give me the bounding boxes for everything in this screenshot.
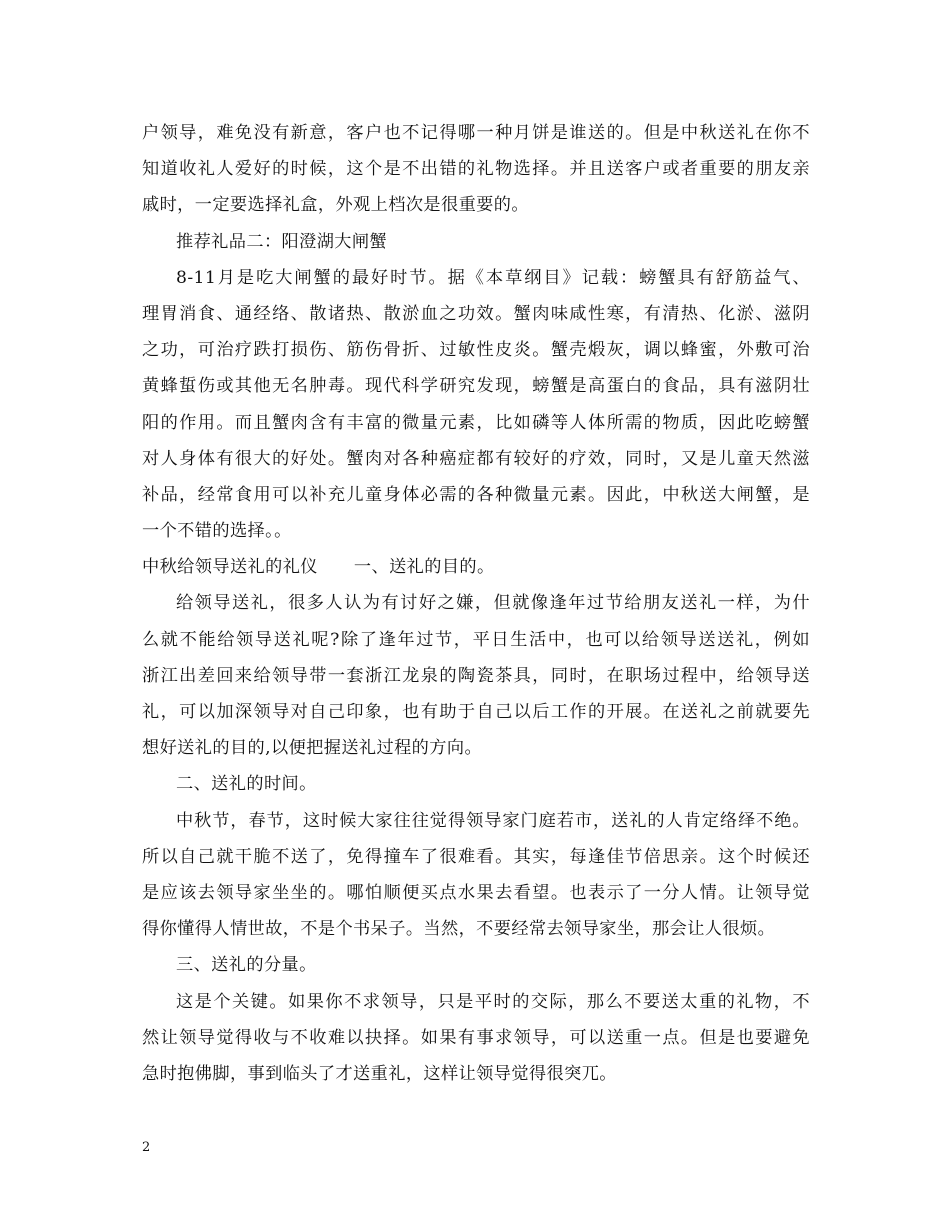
text-line: 礼，可以加深领导对自己印象，也有助于自己以后工作的开展。在送礼之前就要先 <box>142 702 810 722</box>
text-line: 8-11月是吃大闸蟹的最好时节。据《本草纲目》记载：螃蟹具有舒筋益气、 <box>176 267 810 288</box>
text-line: 这是个关键。如果你不求领导，只是平时的交际，那么不要送太重的礼物，不 <box>176 991 810 1012</box>
subsection-heading: 一、送礼的目的。 <box>353 557 495 578</box>
text-line: 知道收礼人爱好的时候，这个是不出错的礼物选择。并且送客户或者重要的朋友亲 <box>142 159 810 180</box>
text-line: 想好送礼的目的,以便把握送礼过程的方向。 <box>142 738 483 759</box>
text-line: 之功，可治疗跌打损伤、筋伤骨折、过敏性皮炎。蟹壳煅灰，调以蜂蜜，外敷可治 <box>142 340 810 361</box>
text-line: 浙江出差回来给领导带一套浙江龙泉的陶瓷茶具，同时，在职场过程中，给领导送 <box>142 665 810 686</box>
text-line: 然让领导觉得收与不收难以抉择。如果有事求领导，可以送重一点。但是也要避免 <box>142 1027 810 1048</box>
text-line: 是应该去领导家坐坐的。哪怕顺便买点水果去看望。也表示了一分人情。让领导觉 <box>142 882 810 903</box>
text-line: 中秋节，春节，这时候大家往往觉得领导家门庭若市，送礼的人肯定络绎不绝。 <box>176 810 810 831</box>
text-line: 所以自己就干脆不送了，免得撞车了很难看。其实，每逢佳节倍思亲。这个时候还 <box>142 846 810 867</box>
text-line: 急时抱佛脚，事到临头了才送重礼，这样让领导觉得很突兀。 <box>142 1063 617 1084</box>
text-line: 阳的作用。而且蟹肉含有丰富的微量元素，比如磷等人体所需的物质，因此吃螃蟹 <box>142 412 810 433</box>
text-line: 得你懂得人情世故，不是个书呆子。当然，不要经常去领导家坐，那会让人很烦。 <box>142 919 776 940</box>
text-line: 戚时，一定要选择礼盒，外观上档次是很重要的。 <box>142 195 529 216</box>
subsection-heading: 二、送礼的时间。 <box>176 774 317 795</box>
text-line: 么就不能给领导送礼呢?除了逢年过节，平日生活中，也可以给领导送送礼，例如 <box>142 629 810 650</box>
text-line: 理胃消食、通经络、散诸热、散淤血之功效。蟹肉味咸性寒，有清热、化淤、滋阴 <box>142 303 810 324</box>
section-heading: 推荐礼品二：阳澄湖大闸蟹 <box>176 231 388 252</box>
text-line: 对人身体有很大的好处。蟹肉对各种癌症都有较好的疗效，同时，又是儿童天然滋 <box>142 448 810 469</box>
subsection-heading: 三、送礼的分量。 <box>176 955 317 976</box>
page-number: 2 <box>142 1140 151 1155</box>
section-title: 中秋给领导送礼的礼仪 <box>142 557 318 578</box>
document-body <box>142 115 810 1092</box>
text-line: 黄蜂蜇伤或其他无名肿毒。现代科学研究发现，螃蟹是高蛋白的食品，具有滋阴壮 <box>142 376 810 397</box>
text-line: 补品，经常食用可以补充儿童身体必需的各种微量元素。因此，中秋送大闸蟹，是 <box>142 484 810 505</box>
text-line: 一个不错的选择。。 <box>142 521 292 542</box>
text-line: 给领导送礼，很多人认为有讨好之嫌，但就像逢年过节给朋友送礼一样，为什 <box>176 593 810 614</box>
text-line: 户领导，难免没有新意，客户也不记得哪一种月饼是谁送的。但是中秋送礼在你不 <box>142 123 810 143</box>
section-heading-row <box>142 549 810 585</box>
